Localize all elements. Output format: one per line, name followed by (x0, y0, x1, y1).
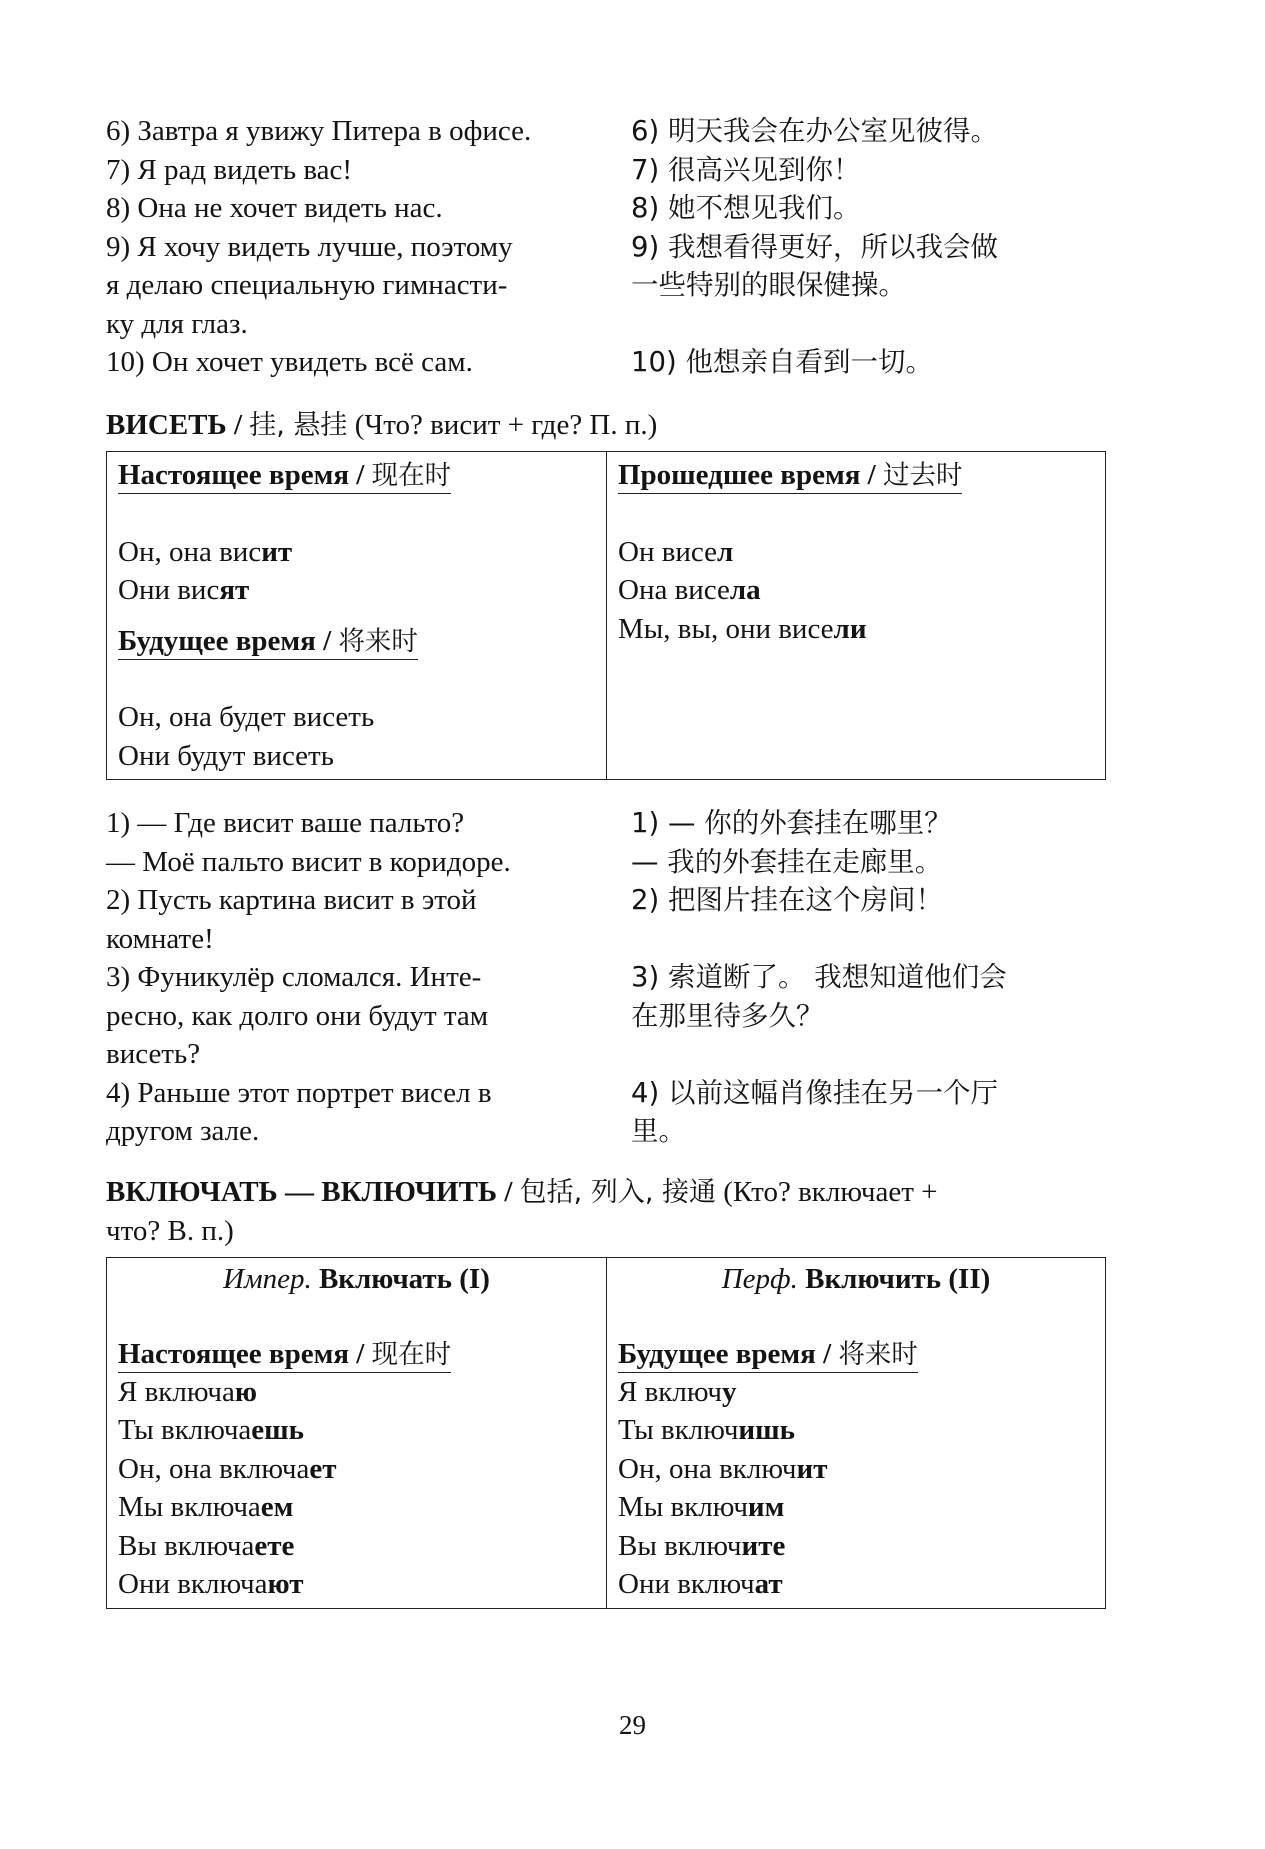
translation-line (631, 305, 1101, 344)
verb-government-continued: что? В. п.) (106, 1215, 234, 1247)
see-examples (106, 112, 1106, 382)
example-line: 6) Завтра я увижу Питера в офисе. (106, 115, 532, 147)
page-number: 29 (619, 1710, 646, 1740)
tense-title-ru: Прошедшее время / (618, 459, 876, 491)
example-line: я делаю специальную гимнасти- (106, 269, 508, 301)
table-cell-perfective (606, 1258, 1105, 1608)
aspect-title-perfective: Перф. Включить (II) (721, 1262, 991, 1295)
translation-line: 6) 明天我会在办公室见彼得。 (631, 115, 998, 147)
conjugation-form: Мы включаем (118, 1491, 294, 1523)
document-page (106, 112, 1106, 1609)
see-examples-russian (106, 112, 631, 382)
conjugation-form: Она висела (618, 574, 761, 606)
example-line: висеть? (106, 1038, 201, 1070)
example-line: комнате! (106, 922, 214, 955)
conjugation-table-visit (106, 451, 1106, 780)
see-examples-chinese (631, 112, 1101, 382)
example-line: 8) Она не хочет видеть нас. (106, 192, 443, 224)
conjugation-form: Мы включим (618, 1491, 785, 1523)
translation-line: 4) 以前这幅肖像挂在另一个厅 (631, 1076, 998, 1109)
tense-title-zh: 将来时 (338, 625, 418, 657)
translation-line: 10) 他想亲自看到一切。 (631, 346, 933, 378)
verb-government: (Что? висит + где? П. п.) (354, 408, 658, 441)
verb-government: (Кто? включает + (723, 1175, 938, 1208)
conjugation-form: Они включают (118, 1568, 304, 1600)
verb-heading-include (106, 1173, 1106, 1213)
conjugation-form: Вы включите (618, 1529, 786, 1562)
tense-title-ru: Настоящее время / (118, 459, 365, 491)
verb-heading-visit (106, 406, 1106, 446)
example-line: ку для глаз. (106, 307, 248, 340)
translation-line: 在那里待多久？ (631, 999, 824, 1032)
conjugation-form: Я включу (618, 1375, 737, 1408)
conjugation-form: Он, она включает (118, 1452, 337, 1485)
tense-title-zh: 过去时 (882, 460, 963, 491)
conjugation-form: Я включаю (118, 1375, 258, 1408)
translation-line (631, 1035, 1101, 1074)
visit-examples (106, 804, 1106, 1151)
tense-title-zh: 将来时 (838, 1338, 918, 1370)
tense-title-zh: 现在时 (371, 460, 452, 491)
example-line: 9) Я хочу видеть лучше, поэтому (106, 230, 513, 263)
table-cell-past (606, 452, 1105, 779)
verb-word: ВИСЕТЬ / (106, 408, 243, 441)
conjugation-form: Он, она будет висеть (118, 701, 375, 733)
visit-examples-russian (106, 804, 631, 1151)
conjugation-form: Они включат (618, 1568, 783, 1600)
tense-title-future (618, 1337, 918, 1373)
translation-line: 9) 我想看得更好，所以我会做 (631, 230, 998, 263)
example-line: 3) Фуникулёр сломался. Инте- (106, 961, 482, 993)
tense-title-past (618, 458, 962, 494)
conjugation-table-include (106, 1257, 1106, 1609)
example-line: 1) — Где висит ваше пальто? (106, 807, 465, 839)
example-line: 10) Он хочет увидеть всё сам. (106, 346, 473, 378)
verb-word: ВКЛЮЧАТЬ — ВКЛЮЧИТЬ / (106, 1175, 513, 1208)
tense-title-future (118, 624, 418, 660)
aspect-title-imperfective: Импер. Включать (I) (223, 1262, 490, 1295)
conjugation-form: Он, она висит (118, 535, 293, 568)
conjugation-form: Ты включаешь (118, 1414, 304, 1446)
conjugation-form: Ты включишь (618, 1414, 795, 1446)
translation-line: — 我的外套挂在走廊里。 (631, 845, 943, 878)
conjugation-form: Они будут висеть (118, 739, 334, 772)
translation-line: 里。 (631, 1115, 686, 1147)
conjugation-form: Они висят (118, 574, 250, 606)
conjugation-form: Он висел (618, 535, 734, 568)
verb-translation: 包括, 列入, 接通 (519, 1176, 717, 1208)
table-cell-present-future (107, 452, 606, 779)
tense-title-zh: 现在时 (371, 1338, 452, 1370)
translation-line: 7) 很高兴见到你！ (631, 153, 861, 186)
example-line: 7) Я рад видеть вас! (106, 153, 353, 186)
translation-line: 3) 索道断了。 我想知道他们会 (631, 961, 1007, 993)
tense-title-ru: Будущее время / (118, 624, 332, 657)
tense-title-ru: Настоящее время / (118, 1337, 365, 1370)
visit-examples-chinese (631, 804, 1101, 1151)
example-line: 4) Раньше этот портрет висел в (106, 1076, 492, 1109)
translation-line (631, 920, 1101, 959)
conjugation-form: Вы включаете (118, 1529, 295, 1562)
translation-line: 1) — 你的外套挂在哪里？ (631, 807, 952, 839)
verb-translation: 挂, 悬挂 (249, 409, 348, 441)
example-line: ресно, как долго они будут там (106, 999, 489, 1032)
translation-line: 一些特别的眼保健操。 (631, 269, 906, 301)
translation-line: 8) 她不想见我们。 (631, 192, 861, 224)
conjugation-form: Он, она включит (618, 1452, 828, 1485)
example-line: — Моё пальто висит в коридоре. (106, 845, 511, 878)
translation-line: 2) 把图片挂在这个房间！ (631, 884, 943, 916)
conjugation-form: Мы, вы, они висели (618, 612, 867, 645)
example-line: 2) Пусть картина висит в этой (106, 884, 477, 916)
table-cell-imperfective (107, 1258, 606, 1608)
example-line: другом зале. (106, 1115, 260, 1147)
tense-title-present (118, 1337, 451, 1373)
tense-title-present (118, 458, 451, 494)
tense-title-ru: Будущее время / (618, 1337, 832, 1370)
